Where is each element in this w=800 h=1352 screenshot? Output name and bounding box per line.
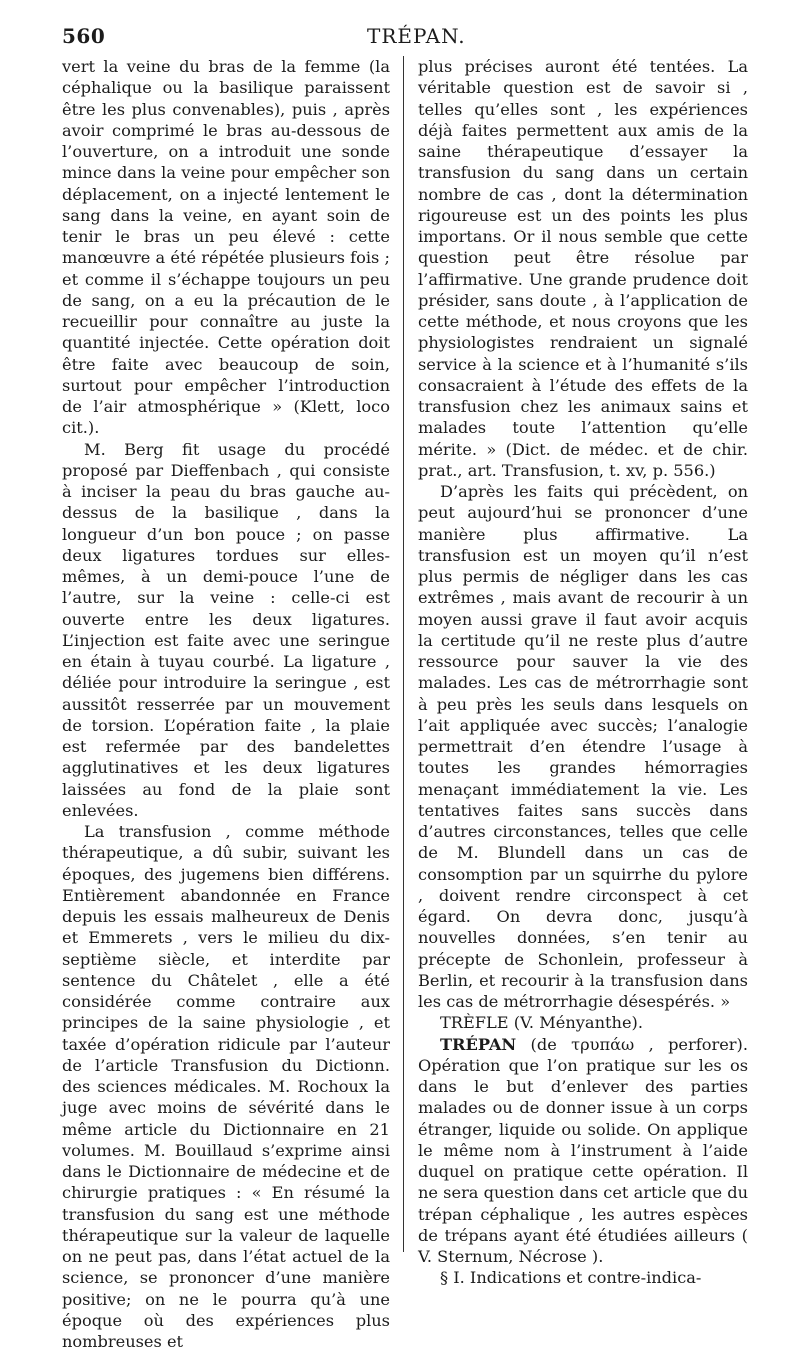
entry-trefle: TRÈFLE (V. Ményanthe). [440, 1013, 643, 1033]
paragraph-quote-continuation: plus précises auront été tentées. La véritable question est de savoir si , telles qu’elles sont , les expériences déjà faites permettent aux amis de la saine thérapeutique d’essayer la transfusion du sang dans un certain nombre de cas , dont la détermination rigoureuse est un des points les plus importans. Or il nous semble que cette question peut être résolue par l’affirmative. Une grande prudence doit présider, sans doute , à l’application de cette méthode, et nous croyons que les physiologistes rendraient un signalé service à la science et à l’humanité s’ils consacraient à l’étude des effets de la transfusion chez les animaux sains et malades toute l’attention qu’elle mérite. » (Dict. de médec. et de chir. prat., art. Transfusion, t. xv, p. 556.) [418, 57, 748, 480]
entry-trepan [418, 1034, 748, 1268]
column-divider [403, 56, 404, 1252]
entry-trepan-definition: (de τρυπάω , perforer). Opération que l’on pratique sur les os dans le but d’enlever des parties malades ou de donner issue à un corps étranger, liquide ou solide. On applique le même nom à l’instrument à l’aide duquel on pratique cette opération. Il ne sera question dans cet article que du trépan céphalique , les autres espèces de trépans ayant été étudiées ailleurs ( V. Sternum, Nécrose ). [418, 1034, 748, 1266]
paragraph-transfusion-procedure: vert la veine du bras de la femme (la céphalique ou la basilique paraissent être les plus convenables), puis , après avoir comprimé le bras au-dessous de l’ouverture, on a introduit une sonde mince dans la veine pour empêcher son déplacement, on a injecté lentement le sang dans la veine, en ayant soin de tenir le bras un peu élevé : cette manœuvre a été répétée plusieurs fois ; et comme il s’échappe toujours un peu de sang, on a eu la précaution de le recueillir pour connaître au juste la quantité injectée. Cette opération doit être faite avec beaucoup de soin, surtout pour empêcher l’introduction de l’air atmosphérique » (Klett, loco cit.). [62, 57, 390, 438]
entry-trepan-headword: TRÉPAN [440, 1034, 517, 1054]
section-heading: § I. Indications et contre-indica- [440, 1268, 702, 1288]
paragraph-transfusion-history: La transfusion , comme méthode thérapeutique, a dû subir, suivant les époques, des jugemens bien différens. Entièrement abandonnée en France depuis les essais malheureux de Denis et Emmerets , vers le milieu du dix-septième siècle, et interdite par sentence du Châtelet , elle a été considérée comme contraire aux principes de la saine physiologie , et taxée d’opération ridicule par l’auteur de l’article Transfusion du Dictionn. des sciences médicales. M. Rochoux la juge avec moins de sévérité dans le même article du Dictionnaire en 21 volumes. M. Bouillaud s’exprime ainsi dans le Dictionnaire de médecine et de chirurgie pratiques : « En résumé la transfusion du sang est une méthode thérapeutique sur la valeur de laquelle on ne peut pas, dans l’état actuel de la science, se prononcer d’une manière positive; on ne le pourra qu’à une époque où des expériences plus nombreuses et [62, 822, 390, 1351]
running-head: TRÉPAN. [367, 24, 466, 48]
paragraph-conclusion: D’après les faits qui précèdent, on peut aujourd’hui se prononcer d’une manière plus affirmative. La transfusion est un moyen qu’il n’est plus permis de négliger dans les cas extrêmes , mais avant de recourir à un moyen aussi grave il faut avoir acquis la certitude qu’il ne reste plus d’autre ressource pour sauver la vie des malades. Les cas de métrorrhagie sont à peu près les seuls dans lesquels on l’ait appliquée avec succès; l’analogie permettrait d’en étendre l’usage à toutes les grandes hémorragies menaçant immédiatement la vie. Les tentatives faites sans succès dans d’autres circonstances, telles que celle de M. Blundell dans un cas de consomption par un squirrhe du pylore , doivent rendre circonspect à cet égard. On devra donc, jusqu’à nouvelles données, s’en tenir au précepte de Schonlein, professeur à Berlin, et recourir à la transfusion dans les cas de métrorrhagie désespérés. » [418, 482, 748, 1011]
page-number: 560 [62, 24, 106, 48]
right-column [418, 56, 748, 1288]
page-header [62, 22, 770, 52]
paragraph-berg-procedure: M. Berg fit usage du procédé proposé par Dieffenbach , qui consiste à inciser la peau du bras gauche au-dessus de la basilique , dans la longueur d’un bon pouce ; on passe deux ligatures tordues sur elles-mêmes, à un demi-pouce l’une de l’autre, sur la veine : celle-ci est ouverte entre les deux ligatures. L’injection est faite avec une seringue en étain à tuyau courbé. La ligature , déliée pour introduire la seringue , est aussitôt resserrée par un mouvement de torsion. L’opération faite , la plaie est refermée par des bandelettes agglutinatives et les deux ligatures laissées au fond de la plaie sont enlevées. [62, 439, 390, 820]
left-column [62, 56, 390, 1351]
